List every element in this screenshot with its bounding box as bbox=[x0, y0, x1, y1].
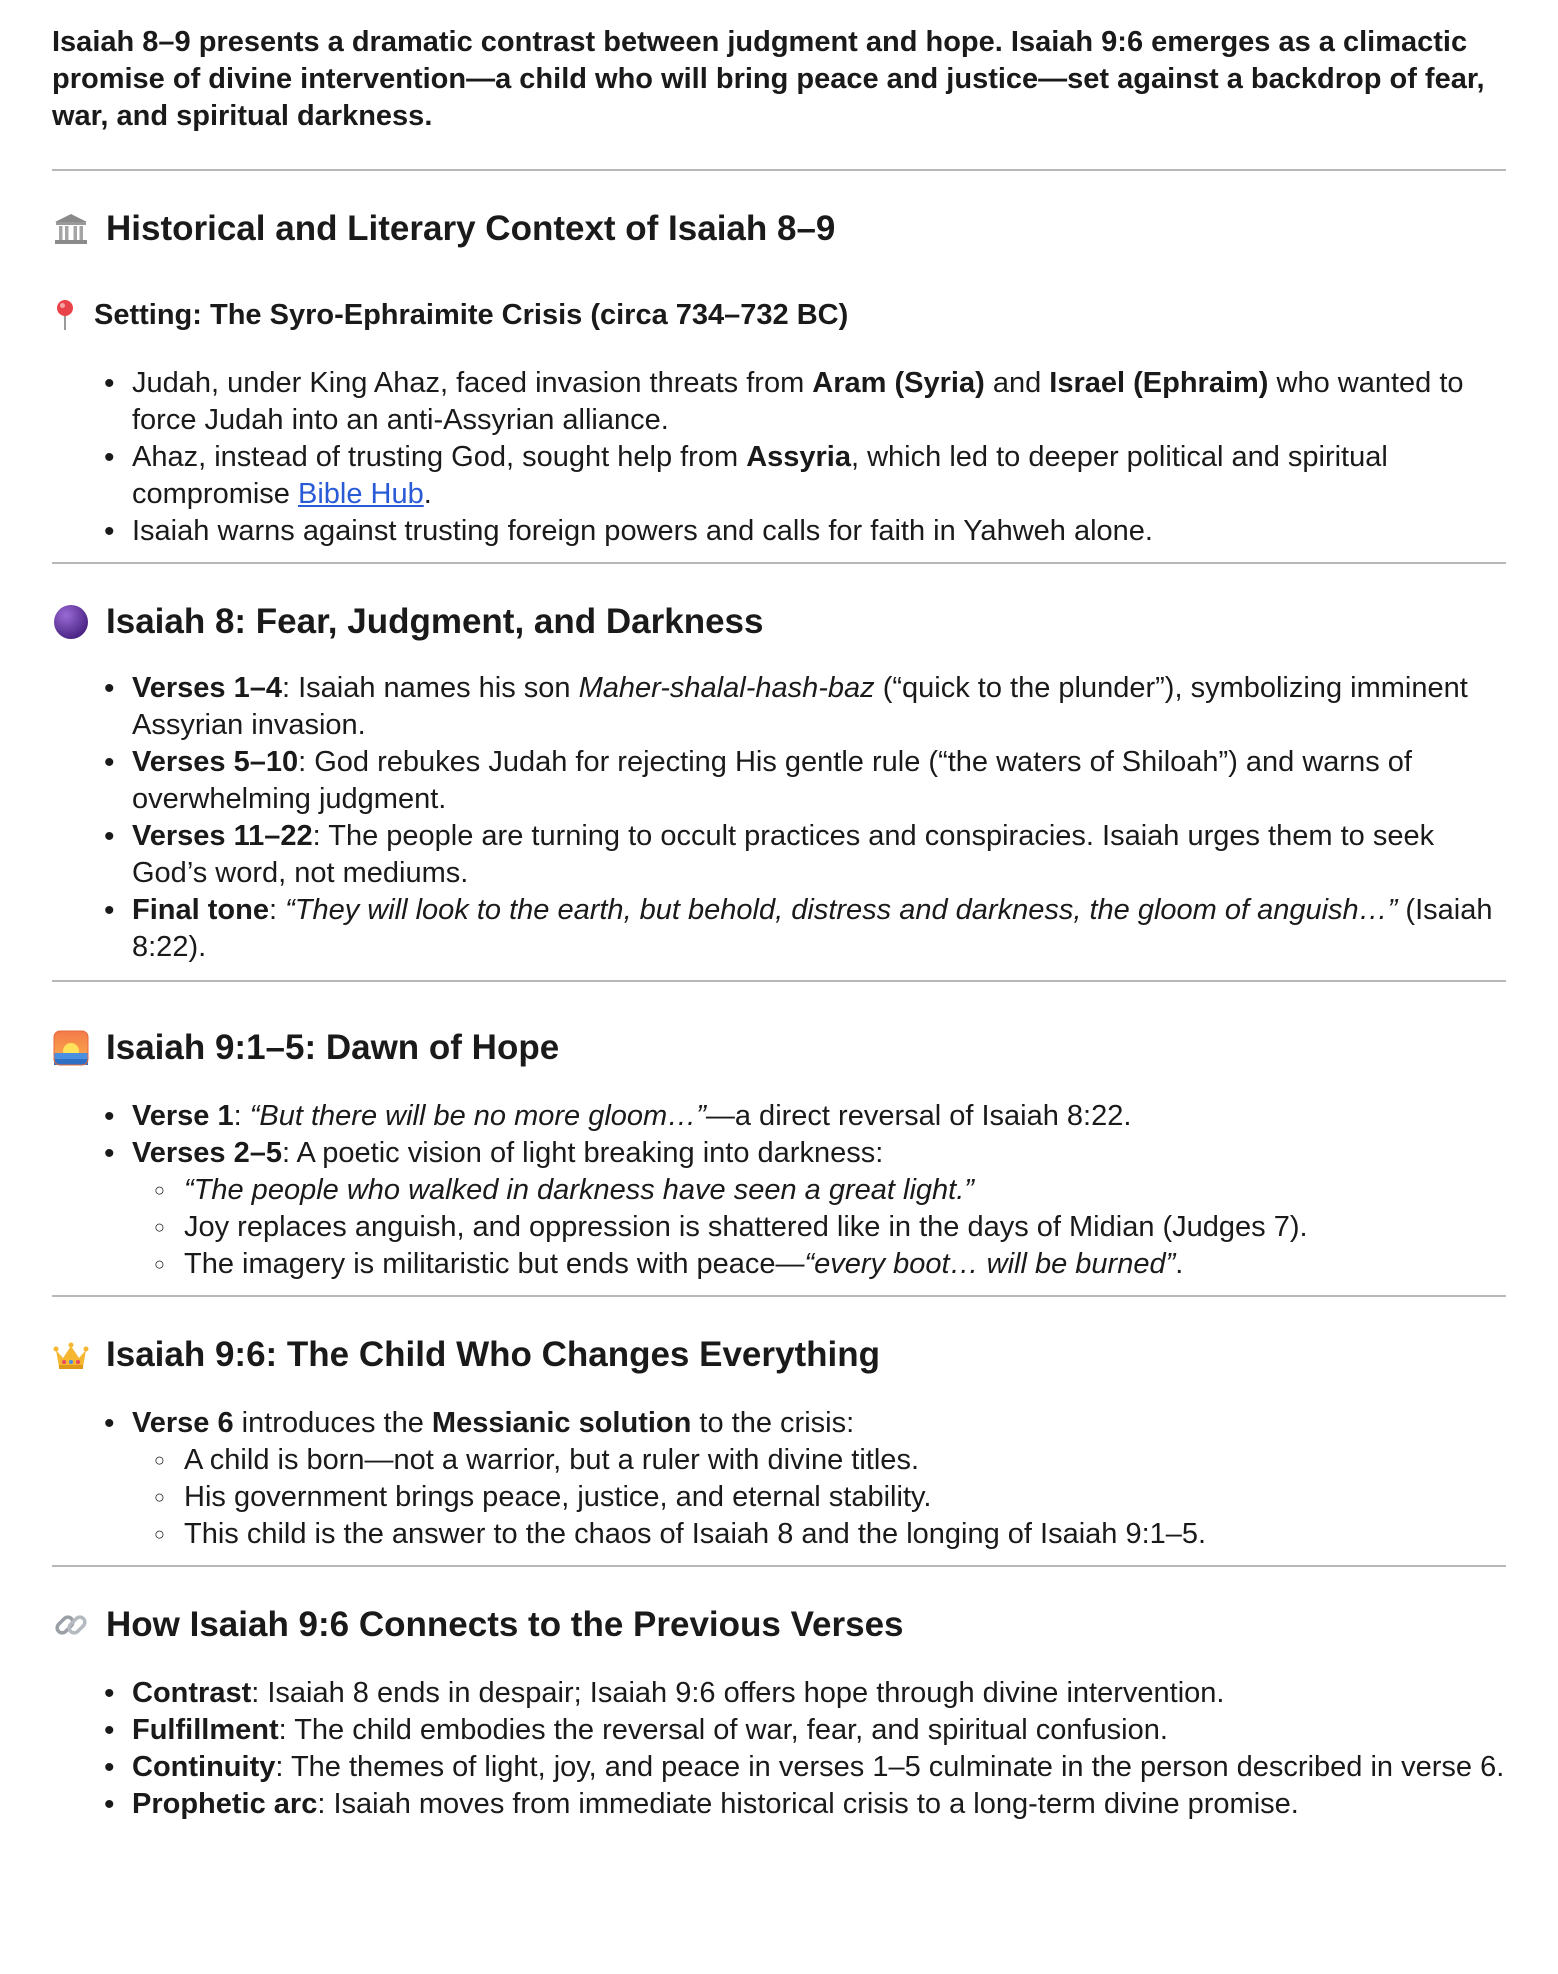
sub-list-item: ○ His government brings peace, justice, and eternal stability. bbox=[184, 1479, 1506, 1516]
sub-list bbox=[132, 1442, 1506, 1553]
section-title: Historical and Literary Context of Isaiah 8–9 bbox=[106, 209, 836, 248]
bullet-list-connections bbox=[52, 1675, 1506, 1823]
sunrise-icon bbox=[52, 1029, 90, 1067]
round-pushpin-icon bbox=[52, 298, 82, 332]
section-heading-isaiah-8 bbox=[52, 600, 1506, 644]
list-item: • Prophetic arc: Isaiah moves from immediate historical crisis to a long-term divine promise. bbox=[132, 1786, 1506, 1823]
list-item: • Contrast: Isaiah 8 ends in despair; Isaiah 9:6 offers hope through divine intervention. bbox=[132, 1675, 1506, 1712]
section-title: Isaiah 9:1–5: Dawn of Hope bbox=[106, 1028, 560, 1067]
list-item: • Ahaz, instead of trusting God, sought help from Assyria, which led to deeper political and spiritual compromise Bible Hub. bbox=[132, 439, 1506, 513]
list-item: • Final tone: “They will look to the earth, but behold, distress and darkness, the gloom of anguish…” (Isaiah 8:22). bbox=[132, 892, 1506, 966]
classical-building-icon bbox=[52, 210, 90, 248]
bullet-list-isaiah-9-6 bbox=[52, 1405, 1506, 1553]
bullet-list-isaiah-9-1-5 bbox=[52, 1098, 1506, 1283]
sub-list-item: ○ The imagery is militaristic but ends with peace—“every boot… will be burned”. bbox=[184, 1246, 1506, 1283]
sub-list-item: ○ This child is the answer to the chaos of Isaiah 8 and the longing of Isaiah 9:1–5. bbox=[184, 1516, 1506, 1553]
purple-circle-icon bbox=[52, 603, 90, 641]
section-heading-isaiah-9-1-5 bbox=[52, 1026, 1506, 1070]
section-title: Isaiah 9:6: The Child Who Changes Everything bbox=[106, 1335, 880, 1374]
list-item: • Fulfillment: The child embodies the reversal of war, fear, and spiritual confusion. bbox=[132, 1712, 1506, 1749]
bible-hub-link[interactable]: Bible Hub bbox=[298, 478, 424, 510]
bullet-list-isaiah-8 bbox=[52, 670, 1506, 966]
sub-list bbox=[132, 1172, 1506, 1283]
sub-list-item: ○ A child is born—not a warrior, but a ruler with divine titles. bbox=[184, 1442, 1506, 1479]
list-item: • Continuity: The themes of light, joy, and peace in verses 1–5 culminate in the person described in verse 6. bbox=[132, 1749, 1506, 1786]
link-icon bbox=[52, 1606, 90, 1644]
sub-list-item: ○ Joy replaces anguish, and oppression is shattered like in the days of Midian (Judges 7). bbox=[184, 1209, 1506, 1246]
section-heading-connections bbox=[52, 1603, 1506, 1647]
list-item: • Verses 1–4: Isaiah names his son Maher-shalal-hash-baz (“quick to the plunder”), symbolizing imminent Assyrian invasion. bbox=[132, 670, 1506, 744]
list-item: • Verses 2–5: A poetic vision of light breaking into darkness: ○ “The people who walked in darkness have seen a great light.” ○ Joy replaces anguish, and oppression is shattered like in the days of Midian (Judges 7). ○ The imagery is militaristic but ends with peace—“every boot… will be burned”. bbox=[132, 1135, 1506, 1283]
list-item: • Verses 5–10: God rebukes Judah for rejecting His gentle rule (“the waters of Shiloah”) and warns of overwhelming judgment. bbox=[132, 744, 1506, 818]
section-heading-isaiah-9-6 bbox=[52, 1333, 1506, 1377]
crown-icon bbox=[52, 1336, 90, 1374]
section-title: Isaiah 8: Fear, Judgment, and Darkness bbox=[106, 602, 764, 641]
subheading-setting bbox=[52, 295, 1506, 335]
list-item: • Verse 1: “But there will be no more gloom…”—a direct reversal of Isaiah 8:22. bbox=[132, 1098, 1506, 1135]
sub-list-item: ○ “The people who walked in darkness have seen a great light.” bbox=[184, 1172, 1506, 1209]
list-item: • Verses 11–22: The people are turning to occult practices and conspiracies. Isaiah urges them to seek God’s word, not mediums. bbox=[132, 818, 1506, 892]
subheading-title: Setting: The Syro-Ephraimite Crisis (circa 734–732 BC) bbox=[94, 298, 849, 331]
section-heading-historical-context bbox=[52, 207, 1506, 251]
section-title: How Isaiah 9:6 Connects to the Previous Verses bbox=[106, 1605, 904, 1644]
intro-paragraph: Isaiah 8–9 presents a dramatic contrast between judgment and hope. Isaiah 9:6 emerges as a climactic promise of divine intervention—a child who will bring peace and justice—set against a backdrop of fear, war, and spiritual darkness. bbox=[52, 26, 1485, 132]
list-item: • Isaiah warns against trusting foreign powers and calls for faith in Yahweh alone. bbox=[132, 513, 1506, 550]
list-item: • Verse 6 introduces the Messianic solution to the crisis: ○ A child is born—not a warrior, but a ruler with divine titles. ○ His government brings peace, justice, and eternal stability. ○ This child is the answer to the chaos of Isaiah 8 and the longing of Isaiah 9:1–5. bbox=[132, 1405, 1506, 1553]
bullet-list-context bbox=[52, 365, 1506, 550]
list-item: • Judah, under King Ahaz, faced invasion threats from Aram (Syria) and Israel (Ephraim) who wanted to force Judah into an anti-Assyrian alliance. bbox=[132, 365, 1506, 439]
